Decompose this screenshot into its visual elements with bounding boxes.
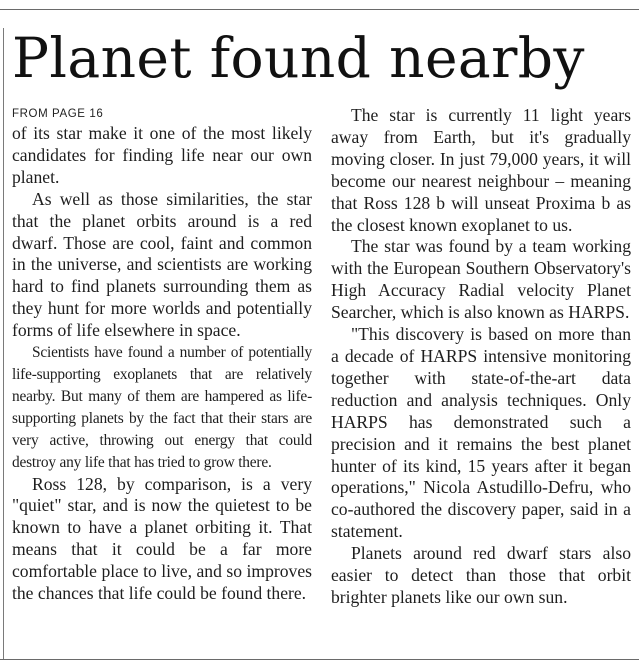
paragraph: The star was found by a team working with the European Southern Observatory's High Accuracy Radial velocity Planet Searcher, which is also known as HARPS. [331, 236, 631, 323]
jump-line: FROM PAGE 16 [12, 108, 104, 120]
headline: Planet found nearby [12, 26, 585, 90]
left-column-rule [3, 28, 4, 660]
paragraph: Scientists have found a number of potentially life-supporting exoplanets that are relatively nearby. But many of them are hampered as life-supporting planets by the fact that their stars are very active, throwing out energy that could destroy any life that has tried to grow there. [12, 344, 312, 471]
paragraph: The star is currently 11 light years away from Earth, but it's gradually moving closer. In just 79,000 years, it will become our nearest neighbour – meaning that Ross 128 b will unseat Proxima b as the closest known exoplanet to us. [331, 105, 631, 235]
left-column [12, 105, 312, 605]
paragraph: As well as those similarities, the star that the planet orbits around is a red dwarf. Those are cool, faint and common in the universe, and scientists are working hard to find planets surrounding them as they hunt for more worlds and potentially forms of life elsewhere in space. [12, 188, 312, 341]
paragraph: "This discovery is based on more than a decade of HARPS intensive monitoring together with state-of-the-art data reduction and analysis techniques. Only HARPS has demonstrated such a precision and it remains the best planet hunter of its kind, 15 years after it began operations," Nicola Astudillo-Defru, who co-authored the discovery paper, said in a statement. [331, 324, 631, 542]
bottom-rule [0, 659, 639, 660]
paragraph: Planets around red dwarf stars also easier to detect than those that orbit brighter planets like our own sun. [331, 543, 631, 607]
paragraph: Ross 128, by comparison, is a very "quiet" star, and is now the quietest to be known to have a planet orbiting it. That means that it could be a far more comfortable place to live, and so improves the chances that life could be found there. [12, 473, 312, 604]
paragraph: of its star make it one of the most likely candidates for finding life near our own planet. [12, 123, 312, 187]
top-rule [0, 9, 639, 10]
right-column [331, 105, 631, 609]
